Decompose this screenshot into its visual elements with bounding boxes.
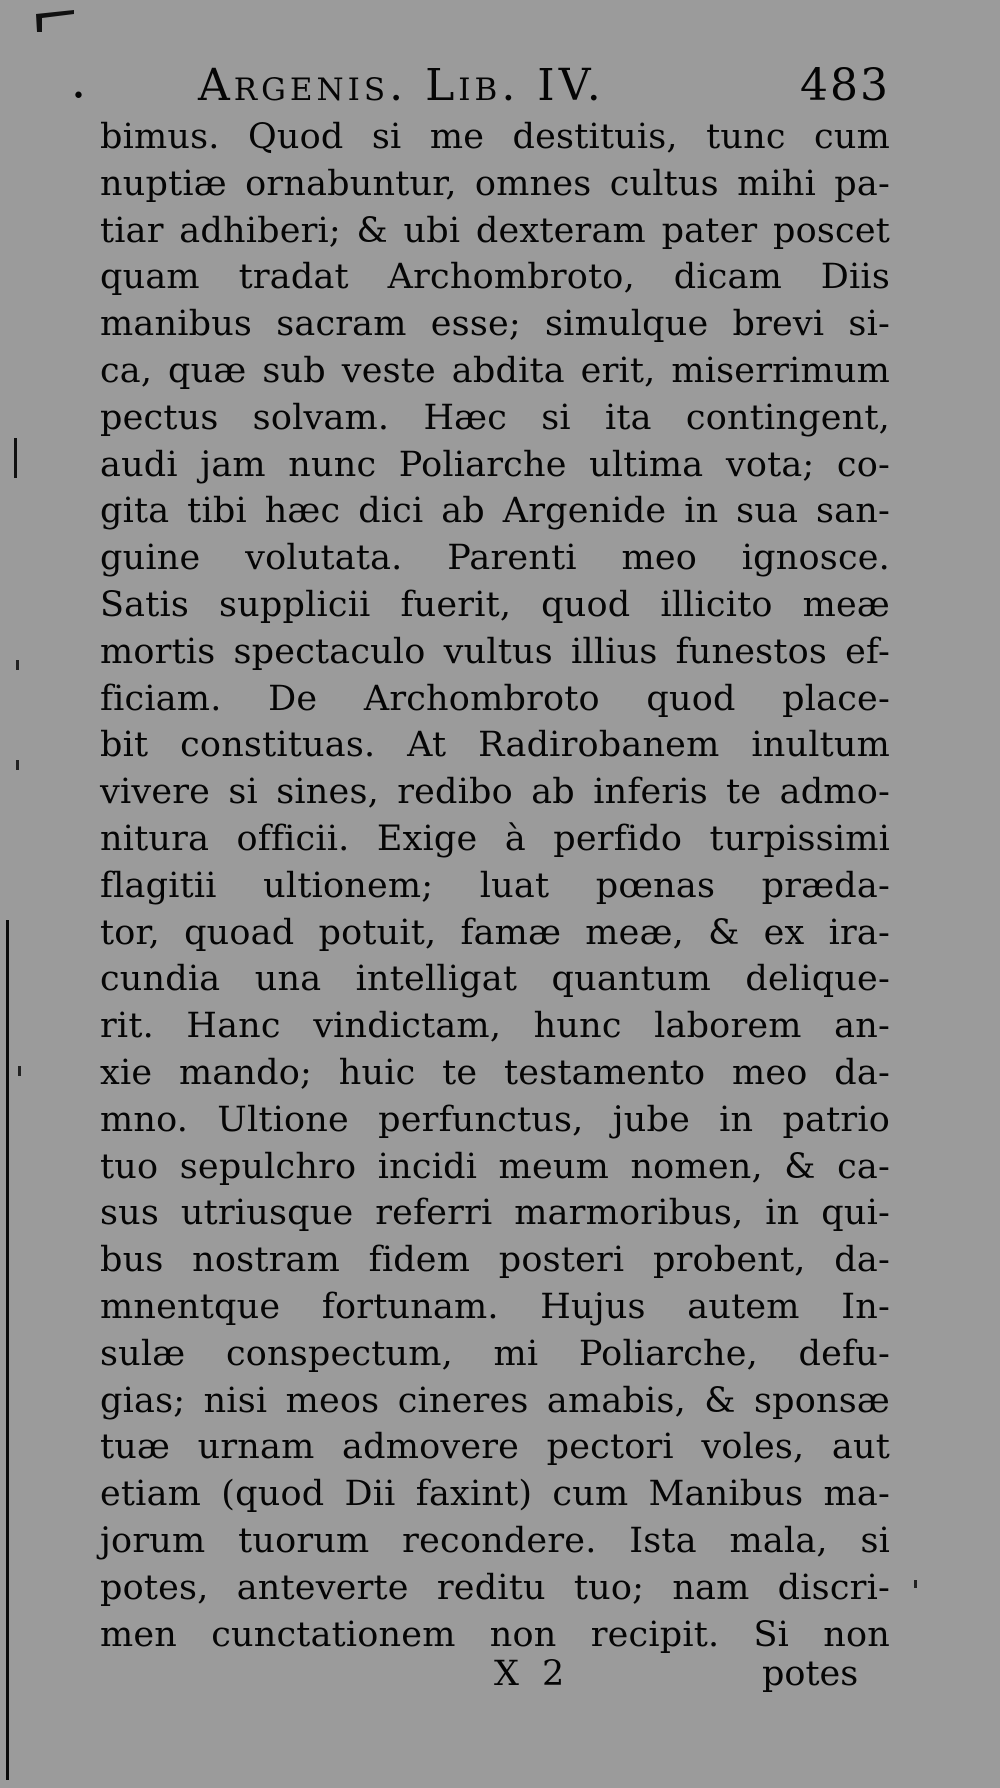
text-line: potes, anteverte reditu tuo; nam discri- [100,1567,890,1608]
text-line: bus nostram fidem posteri probent, da- [100,1240,890,1281]
text-line: nuptiæ ornabuntur, omnes cultus mihi pa- [100,163,890,204]
text-line: bit constituas. At Radirobanem inultum [100,725,890,766]
margin-dot [16,760,19,770]
text-line: Satis supplicii fuerit, quod illicito meæ [100,584,890,625]
text-line: tuæ urnam admovere pectori voles, aut [100,1427,890,1468]
header-bullet: • [72,84,85,109]
text-line: tor, quoad potuit, famæ meæ, & ex ira- [100,912,890,953]
text-line: ca, quæ sub veste abdita erit, miserrimum [100,350,890,391]
text-line: jorum tuorum recondere. Ista mala, si [100,1520,890,1561]
text-line: manibus sacram esse; simulque brevi si- [100,304,890,345]
text-line: gita tibi hæc dici ab Argenide in sua san- [100,491,890,532]
text-line: sus utriusque referri marmoribus, in qui- [100,1193,890,1234]
text-line: pectus solvam. Hæc si ita contingent, [100,397,890,438]
running-title: Argenis. Lib. IV. [198,60,605,111]
text-line: etiam (quod Dii faxint) cum Manibus ma- [100,1474,890,1515]
text-line: tuo sepulchro incidi meum nomen, & ca- [100,1146,890,1187]
text-line: mnentque fortunam. Hujus autem In- [100,1286,890,1327]
text-line: nitura officii. Exige à perfido turpissimi [100,818,890,859]
margin-dot [16,660,19,670]
text-line: mno. Ultione perfunctus, jube in patrio [100,1099,890,1140]
page-footer [0,1648,1000,1708]
page-header [0,52,1000,122]
text-line: rit. Hanc vindictam, hunc laborem an- [100,1006,890,1047]
text-line: sulæ conspectum, mi Poliarche, defu- [100,1333,890,1374]
text-line: audi jam nunc Poliarche ultima vota; co- [100,444,890,485]
scan-corner-mark [34,8,76,34]
text-line: gias; nisi meos cineres amabis, & sponsæ [100,1380,890,1421]
body-text [100,114,890,1658]
margin-dot [914,1580,917,1588]
catchword: potes [762,1654,859,1694]
page-number: 483 [800,60,890,111]
text-line: flagitii ultionem; luat pœnas præda- [100,865,890,906]
text-line: bimus. Quod si me destituis, tunc cum [100,117,890,157]
margin-tick [14,438,17,478]
text-line: vivere si sines, redibo ab inferis te admo- [100,772,890,813]
text-line: mortis spectaculo vultus illius funestos ef- [100,631,890,672]
text-line: quam tradat Archombroto, dicam Diis [100,257,890,298]
text-line: guine volutata. Parenti meo ignosce. [100,538,890,579]
text-line: ficiam. De Archombroto quod place- [100,678,890,719]
text-line: xie mando; huic te testamento meo da- [100,1052,890,1093]
text-line: tiar adhiberi; & ubi dexteram pater poscet [100,210,890,251]
margin-dot [18,1066,21,1076]
text-line: men cunctationem non recipit. Si non [100,1614,890,1655]
signature-mark: X 2 [494,1654,571,1694]
text-line: cundia una intelligat quantum delique- [100,959,890,1000]
